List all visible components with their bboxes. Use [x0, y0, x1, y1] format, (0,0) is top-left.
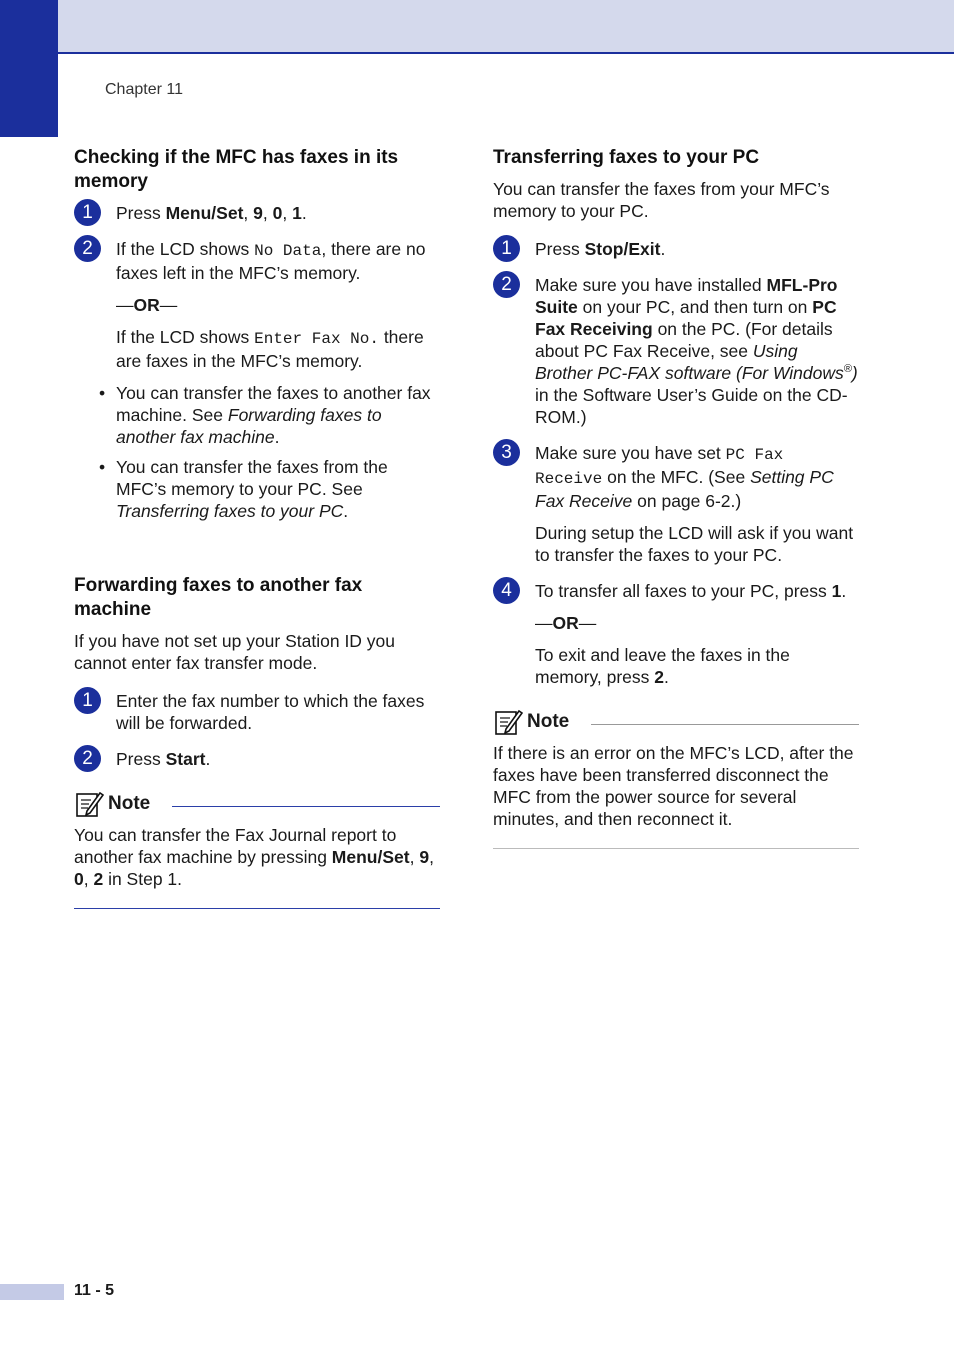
note-header — [74, 788, 440, 820]
step-2 — [74, 748, 440, 770]
step-text: If the LCD shows Enter Fax No. there are faxes in the MFC’s memory. — [116, 327, 424, 371]
left-column — [74, 146, 440, 909]
step-number-icon: 1 — [74, 687, 101, 714]
header-band — [0, 0, 954, 54]
section-intro: You can transfer the faxes from your MFC’s memory to your PC. — [493, 179, 830, 221]
or-separator: —OR— — [535, 613, 597, 633]
step-text: Make sure you have installed MFL-Pro Suite on your PC, and then turn on PC Fax Receiving on the PC. (For details about PC Fax Receive, see Using Brother PC-FAX software (For Windows®) in the Software User’s Guide on the CD-ROM.) — [535, 275, 858, 427]
bullet-list — [99, 382, 440, 522]
step-number-icon: 4 — [493, 577, 520, 604]
step-text: To exit and leave the faxes in the memory, press 2. — [535, 645, 790, 687]
note-divider — [591, 724, 859, 725]
note-header — [493, 706, 859, 738]
step-text: Enter the fax number to which the faxes will be forwarded. — [116, 691, 425, 733]
pencil-note-icon — [74, 789, 104, 819]
bullet-item: • You can transfer the faxes from the MFC’s memory to your PC. See Transferring faxes to your PC. — [99, 457, 388, 521]
step-number-icon: 3 — [493, 439, 520, 466]
note-title: Note — [527, 711, 570, 732]
step-text: During setup the LCD will ask if you want to transfer the faxes to your PC. — [535, 523, 854, 565]
right-column — [493, 146, 859, 849]
chapter-label: Chapter 11 — [105, 81, 183, 98]
step-text: If the LCD shows No Data, there are no faxes left in the MFC’s memory. — [116, 239, 426, 283]
step-text: Press Start. — [116, 749, 211, 769]
section-intro: If you have not set up your Station ID you cannot enter fax transfer mode. — [74, 631, 396, 673]
step-2 — [493, 274, 859, 428]
section-title-transferring: Transferring faxes to your PC — [493, 147, 760, 168]
page-number: 11 - 5 — [74, 1282, 115, 1299]
or-separator: —OR— — [116, 295, 178, 315]
footer-band — [0, 1284, 64, 1300]
step-number-icon: 2 — [493, 271, 520, 298]
step-1 — [493, 238, 859, 260]
step-text: Press Menu/Set, 9, 0, 1. — [116, 203, 307, 223]
step-number-icon: 1 — [74, 199, 101, 226]
step-text: To transfer all faxes to your PC, press 1. — [535, 581, 847, 601]
cross-reference: Using Brother PC-FAX software (For Windows®) — [535, 341, 858, 383]
step-4 — [493, 580, 859, 688]
note-bottom-divider — [74, 908, 440, 909]
step-number-icon: 2 — [74, 235, 101, 262]
step-number-icon: 2 — [74, 745, 101, 772]
step-number-icon: 1 — [493, 235, 520, 262]
note-box — [74, 788, 440, 909]
section-title-checking: Checking if the MFC has faxes in its memory — [74, 147, 399, 192]
step-1 — [74, 690, 440, 734]
chapter-tab — [0, 0, 58, 137]
note-text: If there is an error on the MFC’s LCD, after the faxes have been transferred disconnect the MFC from the power source for several minutes, and then reconnect it. — [493, 743, 854, 829]
note-bottom-divider — [493, 848, 859, 849]
bullet-item: • You can transfer the faxes to another fax machine. See Forwarding faxes to another fax machine. — [99, 383, 431, 447]
note-box — [493, 706, 859, 849]
pencil-note-icon — [493, 707, 523, 737]
section-title-forwarding: Forwarding faxes to another fax machine — [74, 575, 363, 620]
cross-reference: Transferring faxes to your PC — [116, 501, 344, 521]
step-2 — [74, 238, 440, 522]
note-title: Note — [108, 793, 151, 814]
note-text: You can transfer the Fax Journal report to another fax machine by pressing Menu/Set, 9, 0, 2 in Step 1. — [74, 825, 434, 889]
step-3 — [493, 442, 859, 566]
step-text: Press Stop/Exit. — [535, 239, 666, 259]
step-text: Make sure you have set PC Fax Receive on the MFC. (See Setting PC Fax Receive on page 6-2.) — [535, 443, 834, 511]
note-divider — [172, 806, 440, 807]
step-1 — [74, 202, 440, 224]
cross-reference: Setting PC Fax Receive — [535, 467, 834, 511]
cross-reference: Forwarding faxes to another fax machine — [116, 405, 382, 447]
